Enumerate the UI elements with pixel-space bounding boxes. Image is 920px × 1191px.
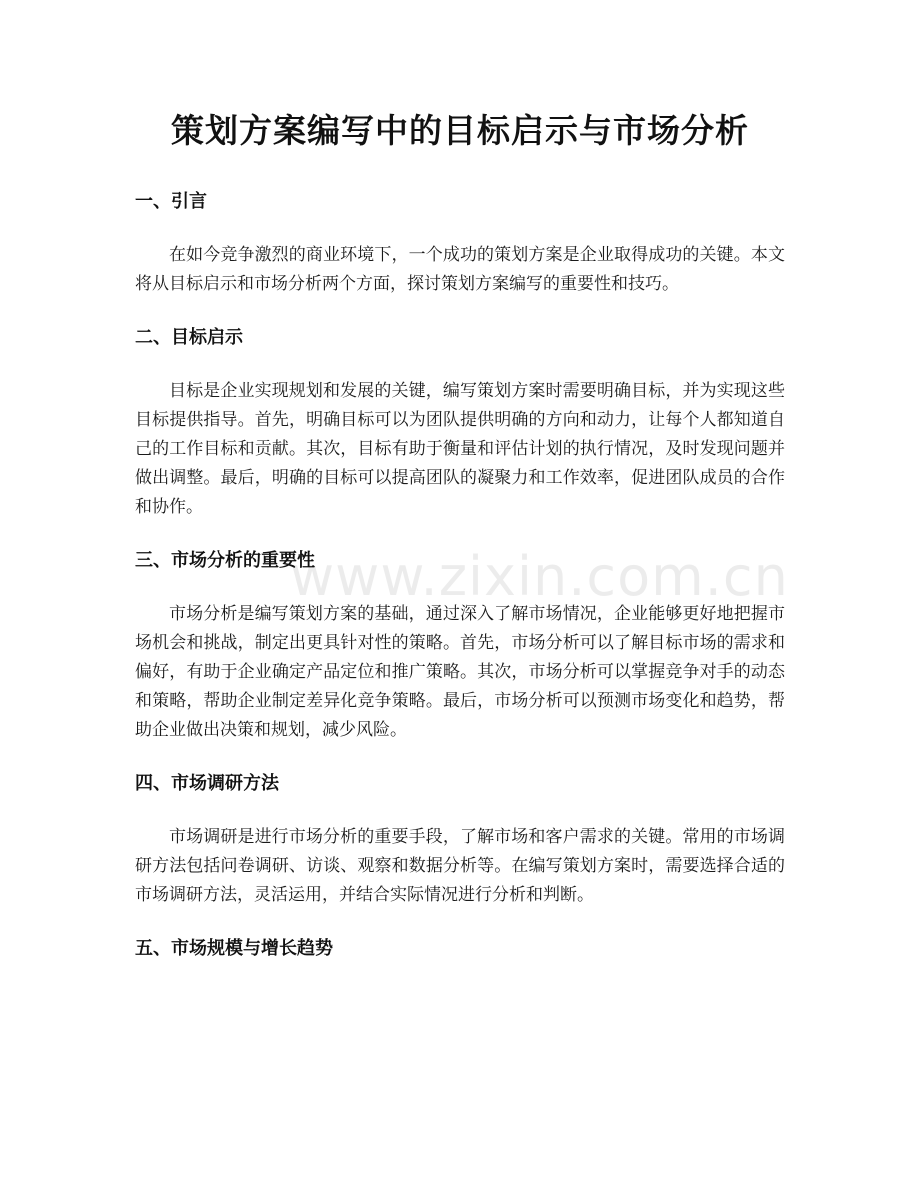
section-paragraph-market-analysis-importance: 市场分析是编写策划方案的基础，通过深入了解市场情况，企业能够更好地把握市场机会和挑战，制定出更具针对性的策略。首先，市场分析可以了解目标市场的需求和偏好，有助于企业确定产品定位和推广策略。其次，市场分析可以掌握竞争对手的动态和策略，帮助企业制定差异化竞争策略。最后，市场分析可以预测市场变化和趋势，帮助企业做出决策和规划，减少风险。 <box>135 604 785 740</box>
section-paragraph-market-research-methods: 市场调研是进行市场分析的重要手段，了解市场和客户需求的关键。常用的市场调研方法包括问卷调研、访谈、观察和数据分析等。在编写策划方案时，需要选择合适的市场调研方法，灵活运用，并结合实际情况进行分析和判断。 <box>135 827 785 905</box>
section-paragraph-goal-insights: 目标是企业实现规划和发展的关键，编写策划方案时需要明确目标，并为实现这些目标提供指导。首先，明确目标可以为团队提供明确的方向和动力，让每个人都知道自己的工作目标和贡献。其次，目标有助于衡量和评估计划的执行情况，及时发现问题并做出调整。最后，明确的目标可以提高团队的凝聚力和工作效率，促进团队成员的合作和协作。 <box>135 381 785 517</box>
section-heading-market-analysis-importance: 三、市场分析的重要性 <box>135 550 315 571</box>
document-title: 策划方案编写中的目标启示与市场分析 <box>171 111 749 150</box>
section-heading-goal-insights: 二、目标启示 <box>135 327 243 348</box>
section-paragraph-introduction: 在如今竞争激烈的商业环境下，一个成功的策划方案是企业取得成功的关键。本文将从目标启示和市场分析两个方面，探讨策划方案编写的重要性和技巧。 <box>135 245 785 294</box>
watermark-text: www.zixin.com.cn <box>290 545 789 608</box>
section-heading-market-research-methods: 四、市场调研方法 <box>135 773 279 794</box>
section-heading-introduction: 一、引言 <box>135 191 207 212</box>
section-heading-market-size-growth: 五、市场规模与增长趋势 <box>135 938 333 959</box>
